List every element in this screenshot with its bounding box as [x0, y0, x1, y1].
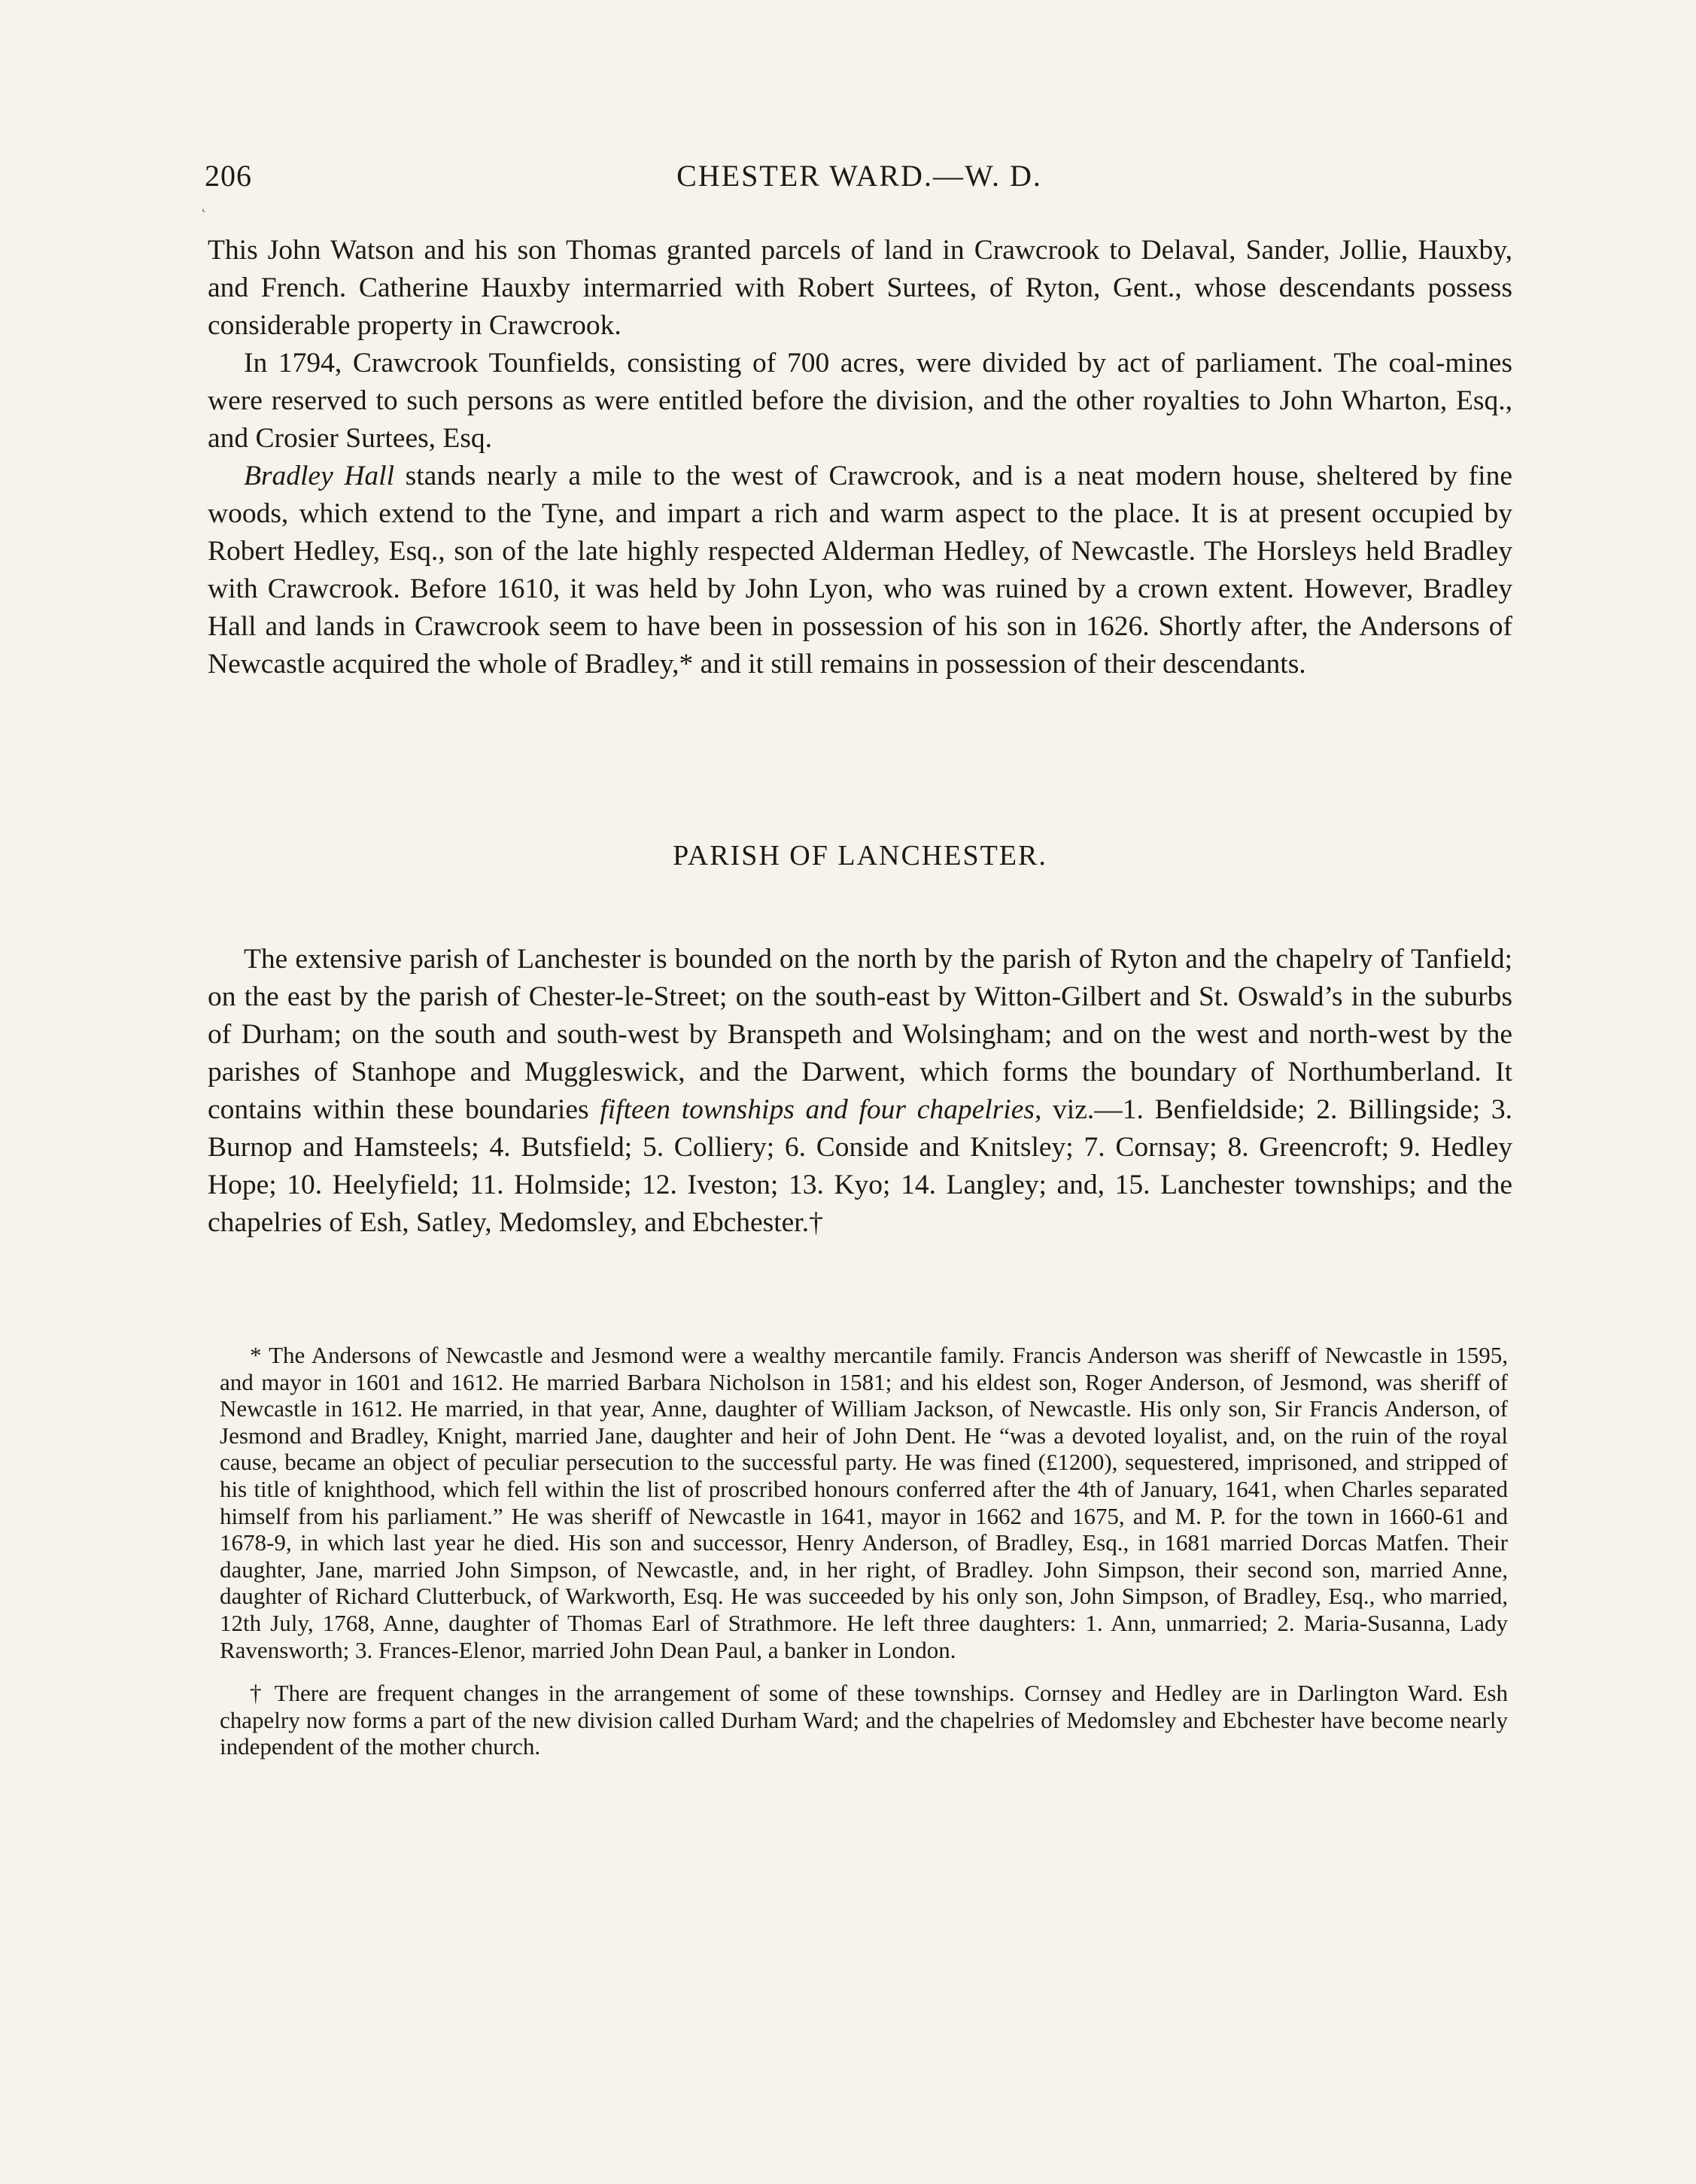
crawcrook-section [208, 232, 1512, 683]
running-title: CHESTER WARD.—W. D. [676, 159, 1042, 193]
bradley-hall-text: stands nearly a mile to the west of Crawcrook, and is a neat modern house, sheltered by fine woods, which extend to the Tyne, and impart a rich and warm aspect to the place. It is at present occupied by Robert Hedley, Esq., son of the late highly respected Alderman Hedley, of Newcastle. The Horsleys held Bradley with Crawcrook. Before 1610, it was held by John Lyon, who was ruined by a crown extent. However, Bradley Hall and lands in Crawcrook seem to have been in possession of his son in 1626. Shortly after, the Andersons of Newcastle acquired the whole of Bradley,* and it still remains in possession of their descendants. [208, 461, 1512, 680]
page-header [205, 158, 1514, 196]
section-heading: PARISH OF LANCHESTER. [673, 840, 1047, 871]
lanchester-text-before: The extensive parish of Lanchester is bounded on the north by the parish of Ryton and the chapelry of Tanfield; on the east by the parish of Chester-le-Street; on the south-east by Witton-Gilbert and St. Oswald’s in the suburbs of Durham; on the south and south-west by Branspeth and Wolsingham; and on the west and north-west by the parishes of Stanhope and Muggleswick, and the Darwent, which forms the boundary of Northumberland. It contains within these boundaries [208, 944, 1512, 1125]
footnotes [220, 1342, 1508, 1760]
lanchester-italic: fifteen townships and four chapelries, [600, 1094, 1042, 1125]
paragraph-tounfields: In 1794, Crawcrook Tounfields, consisting of 700 acres, were divided by act of parliament. The coal-mines were reserved to such persons as were entitled before the division, and the other royalties to John Wharton, Esq., and Crosier Surtees, Esq. [208, 348, 1512, 454]
page-number: 206 [205, 159, 252, 193]
footnote-andersons: * The Andersons of Newcastle and Jesmond were a wealthy mercantile family. Francis Anderson was sheriff of Newcastle in 1595, and mayor in 1601 and 1612. He married Barbara Nicholson in 1581; and his eldest son, Roger Anderson, of Jesmond, was sheriff of Newcastle in 1612. He married, in that year, Anne, daughter of William Jackson, of Newcastle. His only son, Sir Francis Anderson, of Jesmond and Bradley, Knight, married Jane, daughter and heir of John Dent. He “was a devoted loyalist, and, on the ruin of the royal cause, became an object of peculiar persecution to the successful party. He was fined (£1200), sequestered, imprisoned, and stripped of his title of knighthood, which fell within the list of proscribed honours conferred after the 4th of January, 1641, when Charles separated himself from his parliament.” He was sheriff of Newcastle in 1641, mayor in 1662 and 1675, and M. P. for the town in 1660-61 and 1678-9, in which last year he died. His son and successor, Henry Anderson, of Bradley, Esq., in 1681 married Dorcas Matfen. Their daughter, Jane, married John Simpson, of Newcastle, and, in her right, of Bradley. John Simpson, their second son, married Anne, daughter of Richard Clutterbuck, of Warkworth, Esq. He was succeeded by his only son, John Simpson, of Bradley, Esq., who married, 12th July, 1768, Anne, daughter of Thomas Earl of Strathmore. He left three daughters: 1. Ann, unmarried; 2. Maria-Susanna, Lady Ravensworth; 3. Frances-Elenor, married John Dean Paul, a banker in London. [220, 1342, 1508, 1663]
lanchester-section [208, 941, 1512, 1242]
footnote-townships: † There are frequent changes in the arrangement of some of these townships. Cornsey and Hedley are in Darlington Ward. Esh chapelry now forms a part of the new division called Durham Ward; and the chapelries of Medomsley and Ebchester have become nearly independent of the mother church. [220, 1680, 1508, 1760]
paragraph-lanchester [208, 941, 1512, 1242]
lanchester-text-after: viz.—1. Benfieldside; 2. Billingside; 3. Burnop and Hamsteels; 4. Butsfield; 5. Colliery; 6. Conside and Knitsley; 7. Cornsay; 8. Greencroft; 9. Hedley Hope; 10. Heelyfield; 11. Holmside; 12. Iveston; 13. Kyo; 14. Langley; and, 15. Lanchester townships; and the chapelries of Esh, Satley, Medomsley, and Ebchester.† [208, 1094, 1512, 1238]
paragraph-watson: This John Watson and his son Thomas granted parcels of land in Crawcrook to Delaval, Sander, Jollie, Hauxby, and French. Catherine Hauxby intermarried with Robert Surtees, of Ryton, Gent., whose descendants possess considerable property in Crawcrook. [208, 235, 1512, 341]
bradley-hall-italic: Bradley Hall [244, 461, 395, 491]
stray-mark: ˛ [202, 197, 206, 212]
paragraph-bradley-hall [208, 458, 1512, 683]
